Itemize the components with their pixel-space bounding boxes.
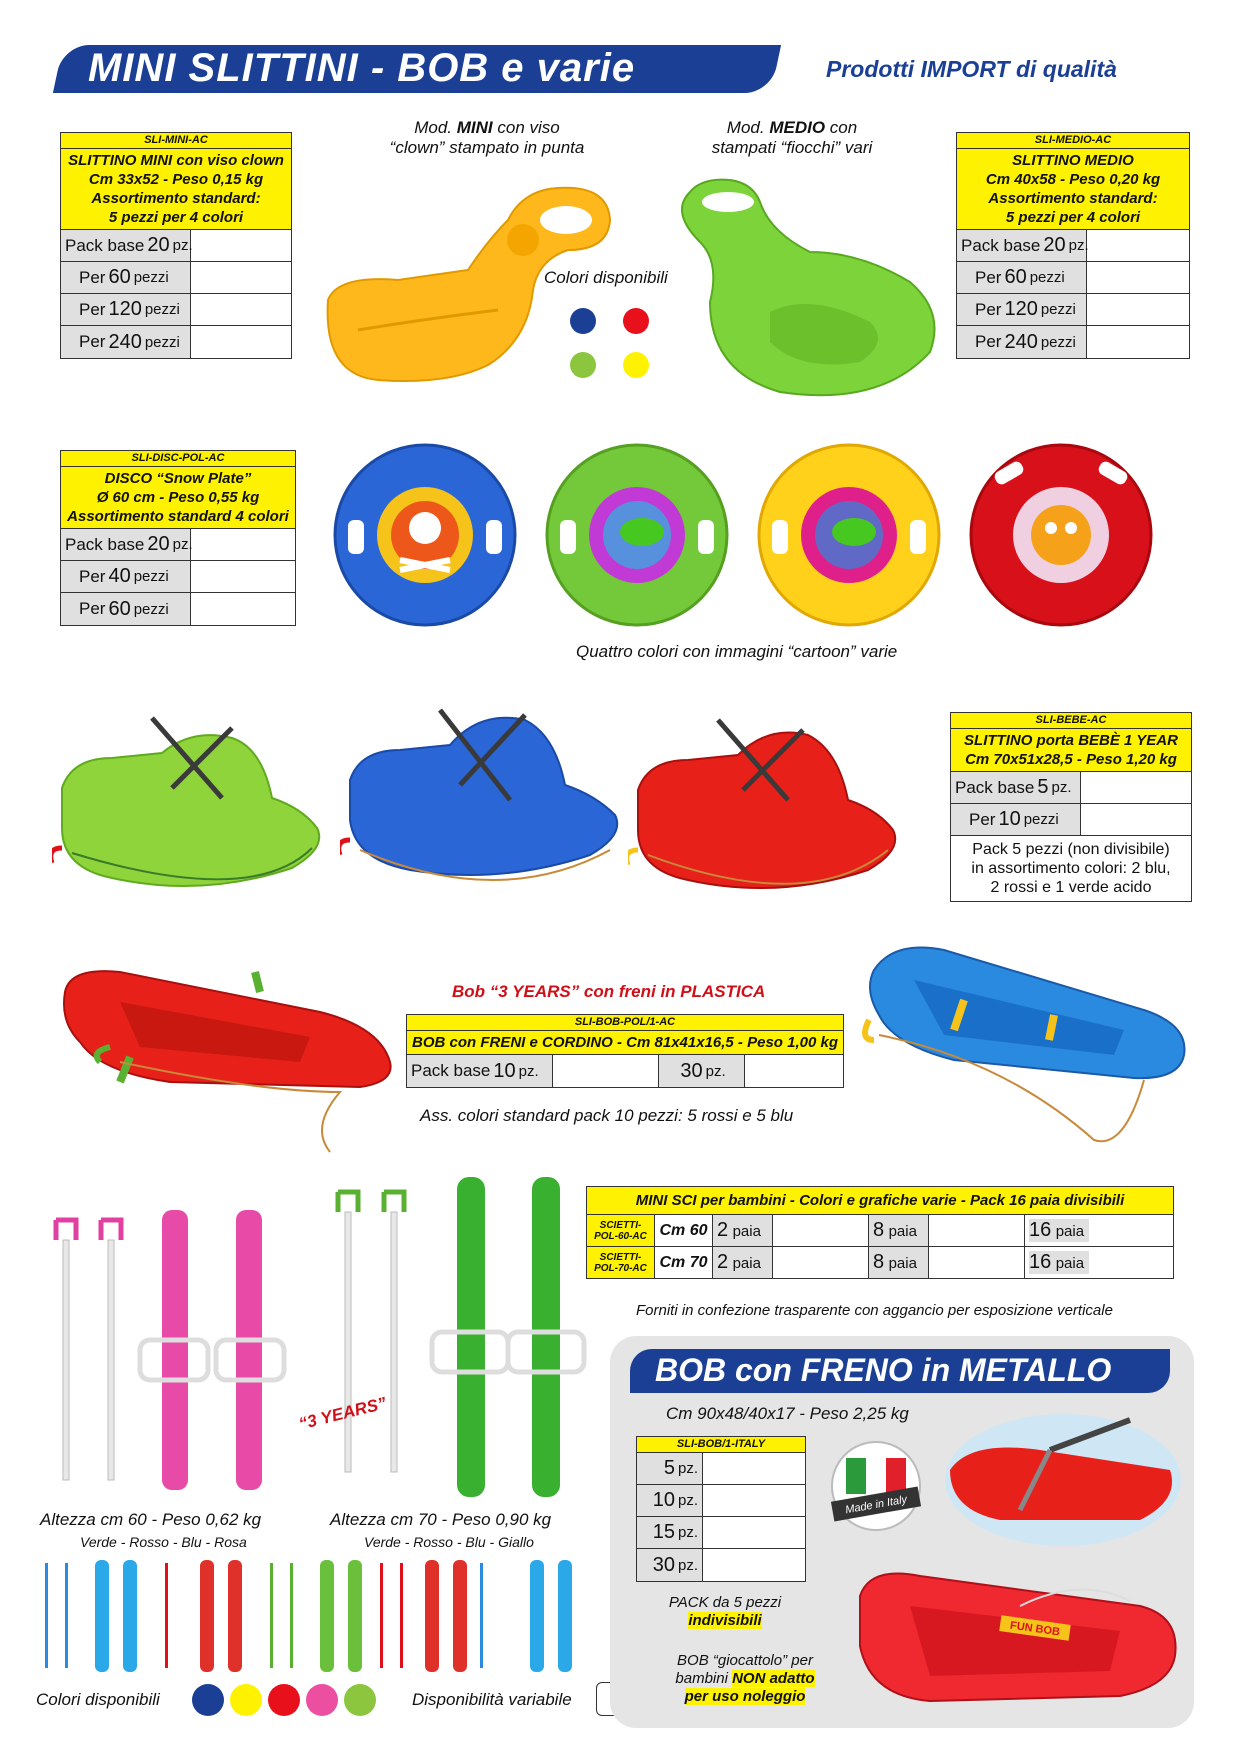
- price-box-disco: [60, 450, 296, 626]
- bob3-caption: Ass. colori standard pack 10 pezzi: 5 rossi e 5 blu: [420, 1106, 794, 1125]
- product-code: SLI-BOB-POL/1-AC: [407, 1015, 843, 1031]
- toy-note: BOB “giocattolo” per bambini NON adatto per uso noleggio: [675, 1652, 815, 1705]
- color-swatch-green: [570, 352, 596, 378]
- medio-sled-image: [660, 172, 950, 402]
- ski-price-table: [586, 1186, 1174, 1279]
- bob-blue-image: [854, 930, 1194, 1160]
- color-swatch-yellow: [623, 352, 649, 378]
- metal-bob-dims: Cm 90x48/40x17 - Peso 2,25 kg: [666, 1404, 909, 1423]
- price-row: Pack base 20 pz.: [957, 230, 1189, 262]
- three-years-badge: “3 YEARS”: [296, 1393, 389, 1434]
- ski-right-caption: Altezza cm 70 - Peso 0,90 kg: [330, 1510, 552, 1529]
- mini-ski-variants-image: [40, 1558, 590, 1678]
- product-code: SLI-MEDIO-AC: [957, 133, 1189, 149]
- price-box-medio: [956, 132, 1190, 359]
- ski-header: MINI SCI per bambini - Colori e grafiche varie - Pack 16 paia divisibili: [587, 1187, 1174, 1215]
- pack-note: PACK da 5 pezzi indivisibili: [668, 1594, 782, 1629]
- price-box-bob3: [406, 1014, 844, 1088]
- price-row: Per 240 pezzi: [957, 326, 1189, 358]
- product-code: SLI-BEBE-AC: [951, 713, 1191, 729]
- table-row: SCIETTI- POL-60-AC Cm 60 2 paia 8 paia 16 paia: [587, 1215, 1174, 1247]
- price-row: Per 120 pezzi: [957, 294, 1189, 326]
- baby-sled-blue-image: [340, 690, 630, 910]
- product-description: SLITTINO MINI con viso clown Cm 33x52 - Peso 0,15 kg Assortimento standard: 5 pezzi per 4 colori: [61, 149, 291, 230]
- availability-note: Disponibilità variabile: [412, 1690, 572, 1709]
- price-row: Per 240 pezzi: [61, 326, 291, 358]
- disc-sled-blue-image: [330, 440, 520, 630]
- baby-sled-red-image: [628, 700, 908, 910]
- price-box-bebe: [950, 712, 1192, 902]
- color-swatch-red: [268, 1684, 300, 1716]
- disco-caption: Quattro colori con immagini “cartoon” varie: [576, 642, 898, 661]
- page-title: MINI SLITTINI - BOB e varie: [88, 46, 636, 90]
- metal-bob-title: BOB con FRENO in METALLO: [655, 1352, 1112, 1388]
- product-description: SLITTINO porta BEBÈ 1 YEAR Cm 70x51x28,5 - Peso 1,20 kg: [951, 729, 1191, 772]
- made-in-italy-text: Made in Italy: [844, 1493, 908, 1517]
- table-row: SCIETTI- POL-70-AC Cm 70 2 paia 8 paia 16 paia: [587, 1247, 1174, 1279]
- metal-bob-image: [850, 1536, 1190, 1726]
- color-swatch-blue: [192, 1684, 224, 1716]
- bebe-note: Pack 5 pezzi (non divisibile) in assortimento colori: 2 blu, 2 rossi e 1 verde acido: [971, 841, 1171, 896]
- price-row: 30 pz.: [637, 1549, 805, 1581]
- color-swatch-red: [623, 308, 649, 334]
- color-swatch-blue: [570, 308, 596, 334]
- footer-colors-label: Colori disponibili: [36, 1690, 160, 1709]
- ski-green-image: [332, 1172, 592, 1502]
- header-tagline: Prodotti IMPORT di qualità: [826, 56, 1117, 82]
- price-row: Per 60 pezzi: [61, 593, 295, 625]
- made-in-italy-badge: [828, 1438, 924, 1534]
- baby-sled-green-image: [52, 698, 332, 908]
- ski-right-colors: Verde - Rosso - Blu - Giallo: [364, 1534, 534, 1550]
- price-row: Per 10 pezzi: [951, 804, 1191, 836]
- price-row: 15 pz.: [637, 1517, 805, 1549]
- color-swatch-green: [344, 1684, 376, 1716]
- product-code: SLI-DISC-POL-AC: [61, 451, 295, 467]
- bob3-heading: Bob “3 YEARS” con freni in PLASTICA: [452, 982, 766, 1001]
- product-description: DISCO “Snow Plate” Ø 60 cm - Peso 0,55 kg Assortimento standard 4 colori: [61, 467, 295, 529]
- ski-pink-image: [36, 1200, 326, 1500]
- mini-caption: Mod. MINI con viso “clown” stampato in punta: [389, 118, 585, 157]
- price-row: Pack base 20 pz.: [61, 529, 295, 561]
- disc-sled-red-image: [966, 440, 1156, 630]
- price-row: 5 pz.: [637, 1453, 805, 1485]
- price-row: Per 60 pezzi: [957, 262, 1189, 294]
- colors-label: Colori disponibili: [544, 268, 668, 287]
- disc-sled-yellow-image: [754, 440, 944, 630]
- color-swatch-yellow: [230, 1684, 262, 1716]
- ski-note: Forniti in confezione trasparente con aggancio per esposizione verticale: [636, 1302, 1113, 1319]
- product-description: BOB con FRENI e CORDINO - Cm 81x41x16,5 - Peso 1,00 kg: [407, 1031, 843, 1055]
- product-code: SLI-BOB/1-ITALY: [637, 1437, 805, 1453]
- price-row: Per 40 pezzi: [61, 561, 295, 593]
- ski-left-caption: Altezza cm 60 - Peso 0,62 kg: [40, 1510, 262, 1529]
- ski-left-colors: Verde - Rosso - Blu - Rosa: [80, 1534, 247, 1550]
- price-row: Pack base 10 pz. 30 pz.: [407, 1055, 843, 1087]
- disc-sled-green-image: [542, 440, 732, 630]
- color-swatch-pink: [306, 1684, 338, 1716]
- price-row: Per 60 pezzi: [61, 262, 291, 294]
- price-row: Per 120 pezzi: [61, 294, 291, 326]
- price-row: Pack base 20 pz.: [61, 230, 291, 262]
- fun-bob-sticker-text: FUN BOB: [1009, 1619, 1061, 1639]
- product-description: SLITTINO MEDIO Cm 40x58 - Peso 0,20 kg Assortimento standard: 5 pezzi per 4 colori: [957, 149, 1189, 230]
- bob-red-image: [60, 952, 400, 1162]
- price-row: 10 pz.: [637, 1485, 805, 1517]
- price-row: Pack base 5 pz.: [951, 772, 1191, 804]
- price-box-metal: [636, 1436, 806, 1582]
- product-code: SLI-MINI-AC: [61, 133, 291, 149]
- medio-caption: Mod. MEDIO con stampati “fiocchi” vari: [711, 118, 873, 157]
- price-box-mini: [60, 132, 292, 359]
